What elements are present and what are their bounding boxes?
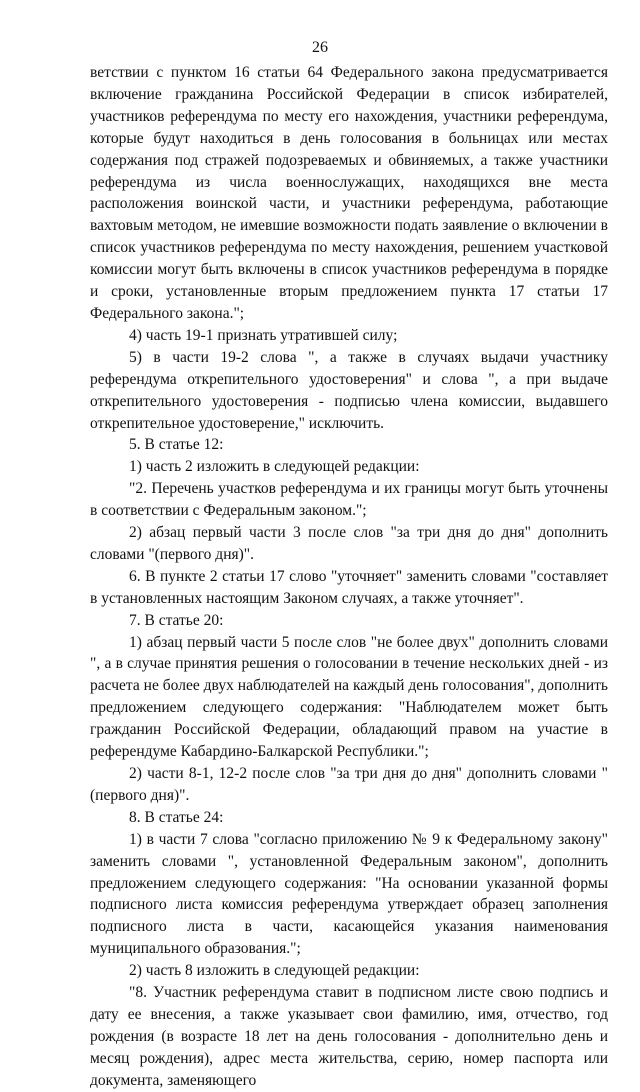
paragraph: 5. В статье 12:: [129, 436, 224, 454]
paragraph: "2. Перечень участков референдума и их границы могут быть уточнены в соответствии с Федеральным законом.";: [90, 480, 608, 520]
page-number: 26: [312, 39, 328, 56]
paragraph: 7. В статье 20:: [129, 611, 224, 629]
paragraph: ветствии с пунктом 16 статьи 64 Федерального закона предусматривается включение гражданина Российской Федерации в список избирателей, участников референдума по месту его нахождения, участники референдума, которые будут находиться в день голосования в больницах или местах содержания под стражей подозреваемых и обвиняемых, а также участники референдума из числа военнослужащих, находящихся вне места расположения воинской части, и участники референдума, работающие вахтовым методом, не имевшие возможности подать заявление о включении в список участников референдума по месту нахождения, решением участковой комиссии могут быть включены в список участников референдума в порядке и сроки, установленные вторым предложением пункта 17 статьи 17 Федерального закона.";: [90, 64, 608, 322]
paragraph: "8. Участник референдума ставит в подписном листе свою подпись и дату ее внесения, а также указывает свои фамилию, имя, отчество, год рождения (в возрасте 18 лет на день голосования - дополнительно день и месяц рождения), адрес места жительства, серию, номер паспорта или документа, заменяющего: [90, 984, 608, 1089]
paragraph: 4) часть 19-1 признать утратившей силу;: [129, 326, 398, 344]
paragraph: 2) абзац первый части 3 после слов "за три дня до дня" дополнить словами "(первого дня)".: [90, 524, 608, 563]
paragraph: 8. В статье 24:: [129, 808, 224, 826]
paragraph: 1) часть 2 изложить в следующей редакции:: [129, 458, 420, 476]
paragraph: 5) в части 19-2 слова ", а также в случаях выдачи участнику референдума открепительного удостоверения" и слова ", а при выдаче открепительного удостоверения - подписью члена комиссии, выдавшего открепительное удостоверение," исключить.: [90, 348, 608, 432]
paragraph: 6. В пункте 2 статьи 17 слово "уточняет" заменить словами "составляет в установленных настоящим Законом случаях, а также уточняет".: [90, 567, 608, 607]
paragraph: 1) в части 7 слова "согласно приложению № 9 к Федеральному закону" заменить словами ", установленной Федеральным законом", дополнить предложением следующего содержания: "На основании указанной формы подписного листа комиссия референдума утверждает образец заполнения подписного листа в части, касающейся указания наименования муниципального образования.";: [90, 830, 608, 958]
paragraph: 2) часть 8 изложить в следующей редакции:: [129, 962, 420, 980]
paragraph: 1) абзац первый части 5 после слов "не более двух" дополнить словами ", а в случае принятия решения о голосовании в течение нескольких дней - из расчета не более двух наблюдателей на каждый день голосования", дополнить предложением следующего содержания: "Наблюдателем может быть гражданин Российской Федерации, обладающий правом на участие в референдуме Кабардино-Балкарской Республики.";: [90, 633, 608, 761]
document-body: [90, 62, 608, 1092]
paragraph: 2) части 8-1, 12-2 после слов "за три дня до дня" дополнить словами "(первого дня)".: [90, 765, 608, 804]
